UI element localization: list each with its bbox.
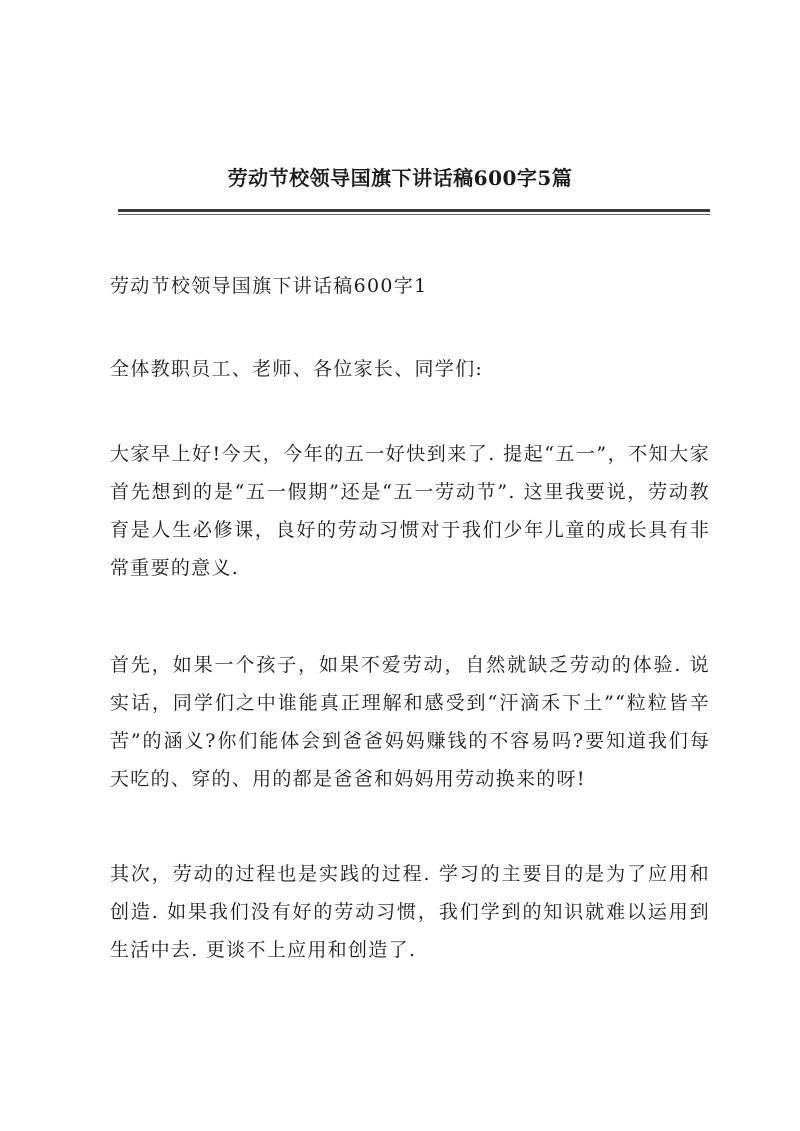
section-heading: 劳动节校领导国旗下讲话稿600字1: [110, 275, 428, 297]
paragraph: 首先，如果一个孩子，如果不爱劳动，自然就缺乏劳动的体验. 说实话，同学们之中谁能真正理解和感受到“汗滴禾下土”“粒粒皆辛苦”的涵义?你们能体会到爸爸妈妈赚钱的不容易吗?要知道我们每天吃的、穿的、用的都是爸爸和妈妈用劳动换来的呀!: [110, 654, 710, 790]
document-title: 劳动节校领导国旗下讲话稿600字5篇: [227, 166, 573, 190]
title-divider: [118, 209, 710, 212]
paragraph: 大家早上好!今天，今年的五一好快到来了. 提起“五一”，不知大家首先想到的是“五一假期”还是“五一劳动节”. 这里我要说，劳动教育是人生必修课，良好的劳动习惯对于我们少年儿童的成长具有非常重要的意义.: [110, 443, 710, 579]
paragraph: 其次，劳动的过程也是实践的过程. 学习的主要目的是为了应用和创造. 如果我们没有好的劳动习惯，我们学到的知识就难以运用到生活中去. 更谈不上应用和创造了.: [110, 863, 710, 961]
salutation: 全体教职员工、老师、各位家长、同学们:: [110, 358, 484, 380]
